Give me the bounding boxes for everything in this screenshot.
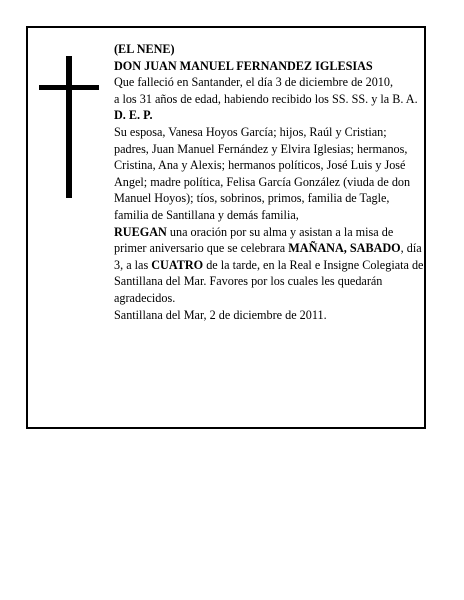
prayer-text-2: , día 3, a las	[114, 241, 422, 272]
nickname: (EL NENE)	[114, 42, 175, 56]
prayer-text-3: de la tarde, en la Real e Insigne Colegiata de Santillana del Mar. Favores por los cuales les quedarán agradecidos.	[114, 257, 424, 305]
obituary-notice	[26, 26, 426, 429]
mass-day: MAÑANA, SABADO	[288, 241, 401, 256]
ruegan: RUEGAN	[114, 224, 167, 239]
family-list: Su esposa, Vanesa Hoyos García; hijos, Raúl y Cristian; padres, Juan Manuel Fernández y Elvira Iglesias; hermanos, Cristina, Ana y Alexis; hermanos políticos, José Luis y José Angel; madre política, Felisa García González (viuda de don Manuel Hoyos); tíos, sobrinos, primos, familia de Tagle, familia de Santillana y demás familia,	[114, 124, 411, 222]
cross-icon	[66, 56, 72, 198]
cross-icon-bar	[39, 85, 99, 90]
age-line: a los 31 años de edad, habiendo recibido los SS. SS. y la B. A.	[114, 91, 418, 106]
notice-text	[114, 41, 424, 323]
deceased-name: DON JUAN MANUEL FERNANDEZ IGLESIAS	[114, 58, 373, 73]
death-line: Que falleció en Santander, el día 3 de diciembre de 2010,	[114, 75, 394, 90]
closing-line: Santillana del Mar, 2 de diciembre de 2011.	[114, 307, 327, 322]
mass-hour: CUATRO	[151, 257, 204, 272]
dep: D. E. P.	[114, 108, 153, 123]
prayer-text-1: una oración por su alma y asistan a la misa de primer aniversario que se celebrara	[114, 224, 394, 256]
prayer-paragraph	[114, 224, 424, 307]
